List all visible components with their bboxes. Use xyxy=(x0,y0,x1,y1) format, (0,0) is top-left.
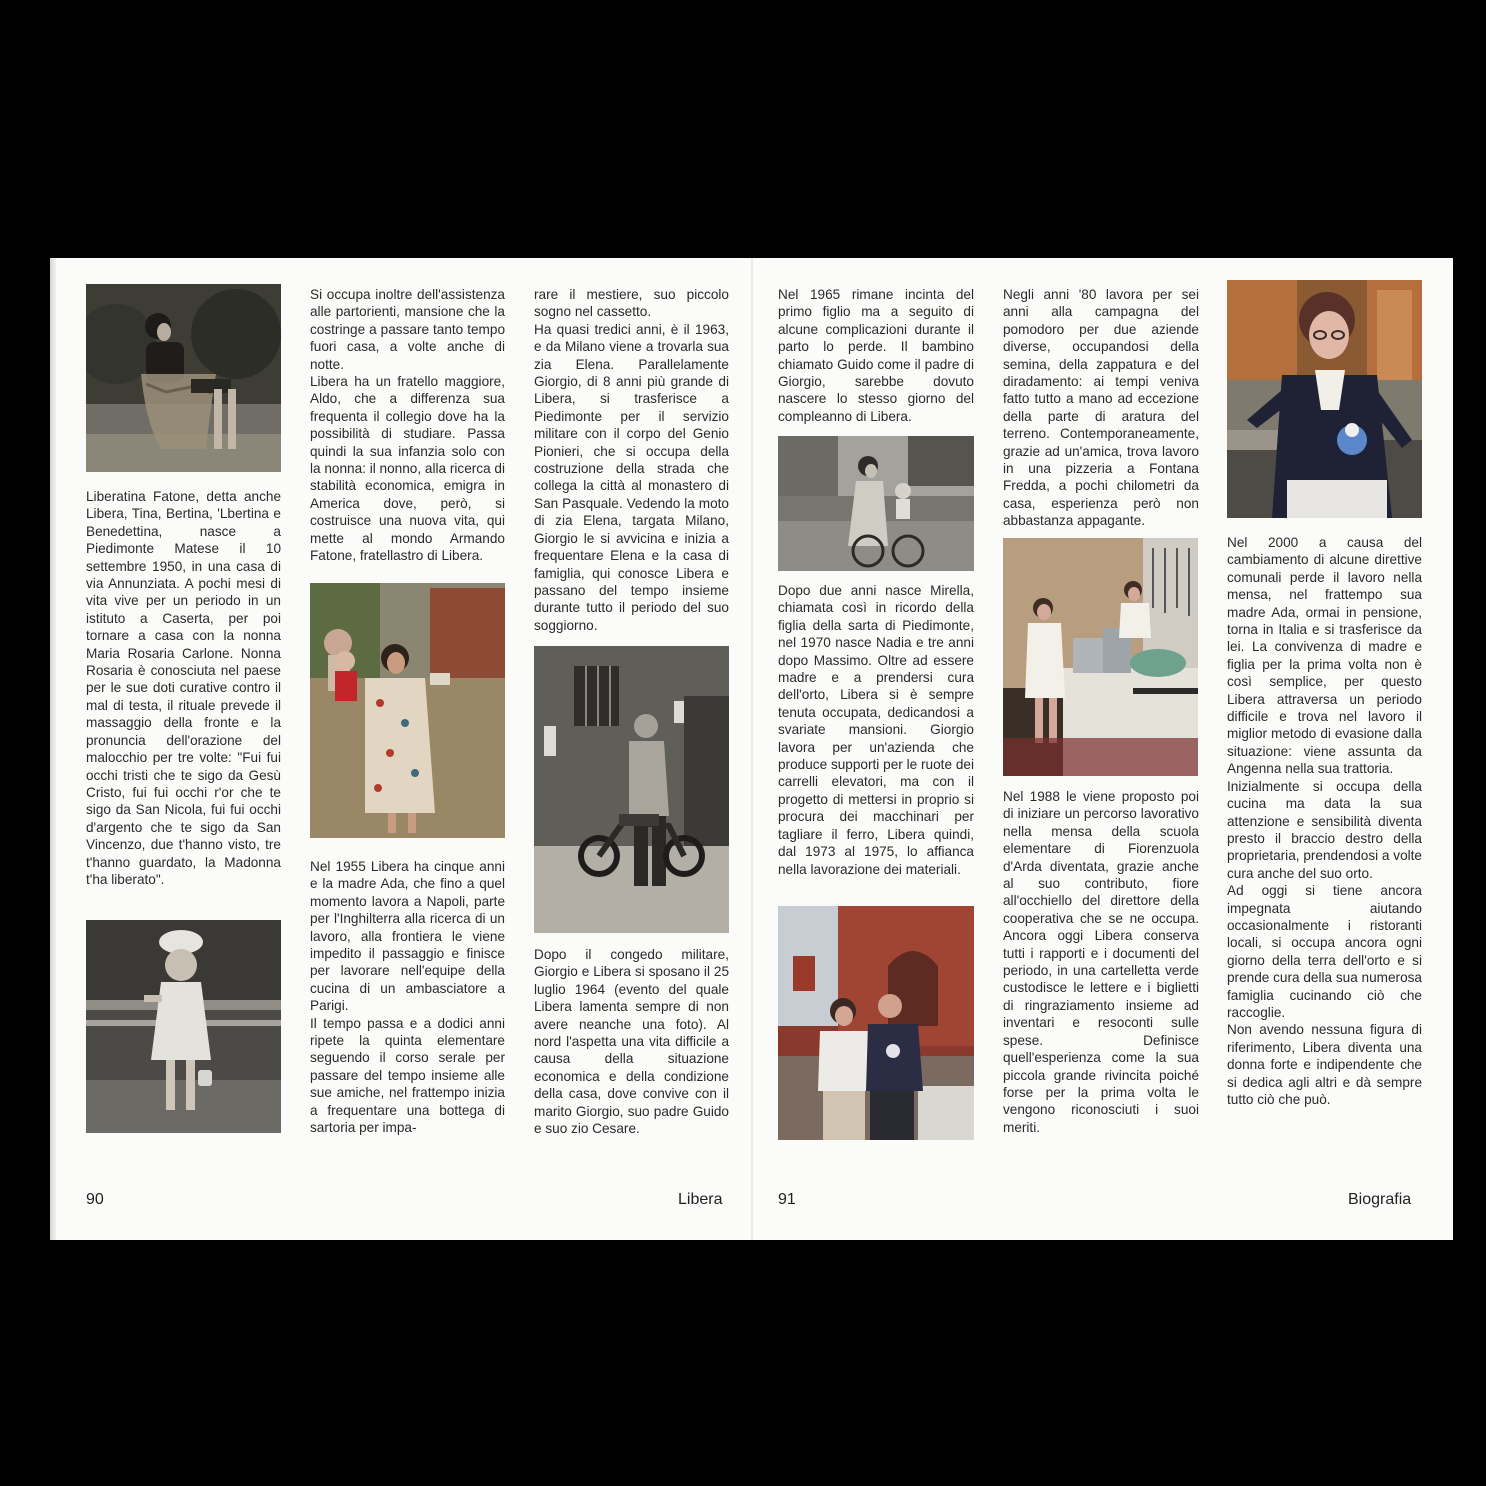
left-column-1-text xyxy=(86,488,281,888)
right-column-2-top-text xyxy=(1003,286,1199,530)
photo-couple-outside-church xyxy=(778,906,974,1140)
paragraph: Negli anni '80 lavora per sei anni alla campagna del pomodoro per due aziende diverse, occupandosi della semina, della zappatura e del diradamento: ai tempi veniva fatto tutto a mano ad eccezione della parte di aratura del terreno. Contemporaneamente, grazie ad un'amica, trova lavoro in una pizzeria a Fontana Fredda, a pochi chilometri da casa, esperienza però non abbastanza appagante. xyxy=(1003,287,1199,529)
paragraph: Ha quasi tredici anni, è il 1963, e da Milano viene a trovarla sua zia Elena. Parallelamente Giorgio, di 8 anni più grande di Libera, si trasferisce a Piedimonte per il servizio militare con il corpo del Genio Pionieri, che si occupa della costruzione della strada che collega la città al monastero di San Pasquale. Vedendo la moto di zia Elena, targata Milano, Giorgio le si avvicina e inizia a frequentare Elena e la casa di famiglia, qui conosce Libera e passano del tempo insieme durante tutto il periodo del suo soggiorno. xyxy=(534,321,729,633)
paragraph: Inizialmente si occupa della cucina ma data la sua attenzione e sensibilità diventa presto il braccio destro della proprietaria, prendendosi a volte cura anche del suo orto. xyxy=(1227,778,1422,881)
page-edge xyxy=(50,258,56,1240)
paragraph: rare il mestiere, suo piccolo sogno nel cassetto. xyxy=(534,287,729,320)
right-column-2-bottom-text xyxy=(1003,788,1199,1136)
running-title-right: Biografia xyxy=(1348,1191,1412,1208)
photo-libera-in-kitchen xyxy=(1227,280,1422,518)
paragraph: Ad oggi si tiene ancora impegnata aiutando occasionalmente i ristoranti locali, si occupa ancora ogni giorno della terra dell'orto e si prende cura della sua numerosa famiglia cucinando ciò che raccoglie. xyxy=(1227,883,1422,1020)
paragraph: Il tempo passa e a dodici anni ripete la quinta elementare seguendo il corso serale per passare del tempo insieme alle sue amiche, nel frattempo inizia a frequentare una bottega di sartoria per impa- xyxy=(310,1015,505,1136)
photo-woman-wicker-chair xyxy=(86,284,281,472)
left-column-2-bottom-text xyxy=(310,858,505,1137)
paragraph: Nel 1988 le viene proposto poi di iniziare un percorso lavorativo nella mensa della scuola elementare di Fiorenzuola d'Arda diventata, grazie anche al suo contributo, fiore all'occhiello del direttore della cooperativa che se ne occupa. Ancora oggi Libera conserva tutti i rapporti e i documenti del periodo, in una cartelletta verde custodisce le lettere e i biglietti di ringraziamento insieme ad inventari e resoconti sulle spese. Definisce quell'esperienza come la sua piccola grande rivincita poiché forse per la prima volta le vengono riconosciuti i suoi meriti. xyxy=(1003,789,1199,1135)
paragraph: Libera ha un fratello maggiore, Aldo, che a differenza sua frequenta il collegio dove ha la possibilità di studiare. Passa quindi la sua infanzia solo con la nonna: il nonno, alla ricerca di stabilità economica, emigra in America dove, però, si costruisce una nuova vita, qui mette al mondo Armando Fatone, fratellastro di Libera. xyxy=(310,374,505,564)
right-column-3-text xyxy=(1227,534,1422,1108)
right-column-1-middle-text xyxy=(778,582,974,878)
paragraph: Dopo il congedo militare, Giorgio e Libera si sposano il 25 luglio 1964 (evento del quale Libera lamenta sempre di non avere neanche una foto). Al nord l'aspetta una vita difficile a causa della situazione economica e della condizione della casa, dove convive con il marito Giorgio, suo padre Guido e suo zio Cesare. xyxy=(534,947,729,1137)
left-column-3-bottom-text xyxy=(534,946,729,1137)
paragraph: Nel 1955 Libera ha cinque anni e la madre Ada, che fino a quel momento lavora a Napoli, parte per l'Inghilterra alla ricerca di un lavoro, alla frontiera le viene impedito il passaggio e finisce per lavorare nell'equipe della cucina di un ambasciatore a Parigi. xyxy=(310,859,505,1014)
running-title-left: Libera xyxy=(678,1191,723,1208)
page-number-left: 90 xyxy=(86,1191,104,1208)
photo-man-with-motorbike xyxy=(534,646,729,933)
photo-woman-bicycle-child xyxy=(778,436,974,571)
book-gutter xyxy=(751,258,753,1240)
paragraph: Dopo due anni nasce Mirella, chiamata così in ricordo della figlia della sarta di Piedimonte, nel 1970 nasce Nadia e tre anni dopo Massimo. Oltre ad essere madre e a prendersi cura dell'orto, Libera si è sempre tenuta occupata, dedicandosi a svariate mansioni. Giorgio lavora per un'azienda che produce supporti per le ruote dei carrelli elevatori, ma con il progetto di mettersi in proprio si procura dei macchinari per tagliare il ferro, Libera quindi, dal 1973 al 1975, lo affianca nella lavorazione dei materiali. xyxy=(778,583,974,877)
paragraph: Non avendo nessuna figura di riferimento, Libera diventa una donna forte e indipendente che si dedica agli altri e dà sempre tutto ciò che può. xyxy=(1227,1022,1422,1107)
photo-mother-with-baby xyxy=(310,583,505,838)
paragraph: Si occupa inoltre dell'assistenza alle partorienti, mansione che la costringe a passare tanto tempo fuori casa, a volte anche di notte. xyxy=(310,287,505,372)
photo-little-girl-bow xyxy=(86,920,281,1133)
book-spread xyxy=(50,258,1453,1240)
paragraph: Nel 2000 a causa del cambiamento di alcune direttive comunali perde il lavoro nella mensa, nel frattempo sua madre Ada, ormai in pensione, torna in Italia e si trasferisce da lei. La convivenza di madre e figlia per la prima volta non è così semplice, per questo Libera attraversa un periodo difficile e trova nel lavoro il miglior metodo di evasione dalla situazione: viene assunta da Angenna nella sua trattoria. xyxy=(1227,535,1422,777)
page-number-right: 91 xyxy=(778,1191,796,1208)
right-column-1-top-text xyxy=(778,286,974,425)
left-column-2-top-text xyxy=(310,286,505,565)
left-column-3-top-text xyxy=(534,286,729,634)
paragraph: Liberatina Fatone, detta anche Libera, Tina, Bertina, 'Lbertina e Benedettina, nasce a Piedimonte Matese il 10 settembre 1950, in una casa di via Annunziata. A pochi mesi di vita vive per un periodo in un istituto a Caserta, per poi tornare a casa con la nonna Maria Rosaria Carlone. Nonna Rosaria è conosciuta nel paese per le sue doti curative contro il mal di testa, il rituale prevede il massaggio della fronte e la pronuncia dell'orazione del malocchio per tre volte: "Fui fui occhi tristi che te sigo da Gesù Cristo, fui fui occhi r'or che te sigo da San Nicola, fui fui occhi d'argento che te sigo da San Vincenzo, due t'hanno visto, tre t'hanno guardato, la Madonna t'ha liberato". xyxy=(86,489,281,887)
paragraph: Nel 1965 rimane incinta del primo figlio ma a seguito di alcune complicazioni durante il parto lo perde. Il bambino chiamato Guido come il padre di Giorgio, sarebbe dovuto nascere lo stesso giorno del compleanno di Libera. xyxy=(778,287,974,424)
photo-school-canteen-kitchen xyxy=(1003,538,1198,776)
